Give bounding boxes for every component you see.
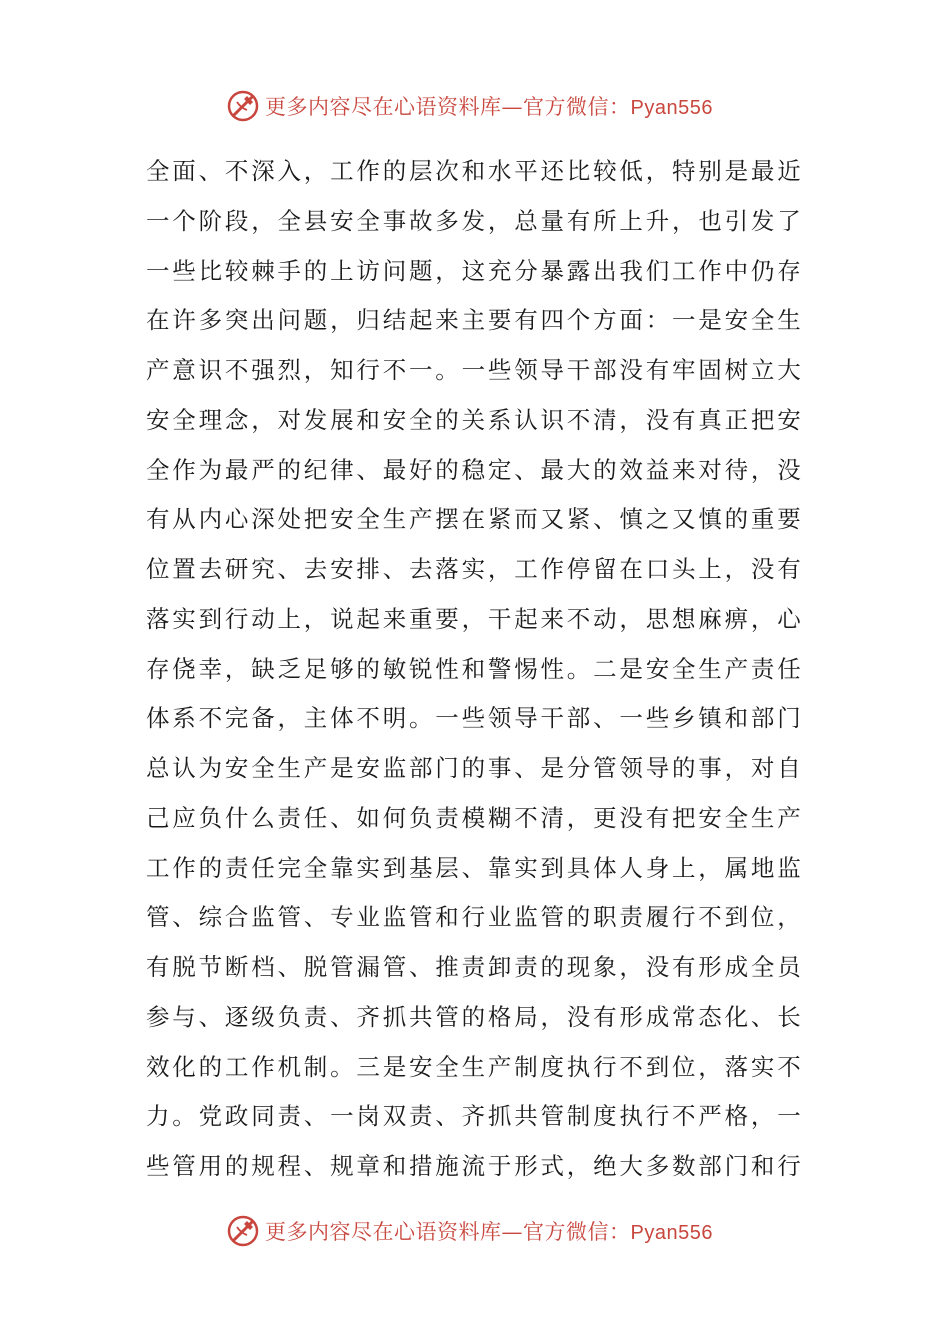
body-line: 全面、不深入，工作的层次和水平还比较低，特别是最近 xyxy=(146,157,804,185)
body-line: 总认为安全生产是安监部门的事、是分管领导的事，对自 xyxy=(146,754,804,782)
body-line: 产意识不强烈，知行不一。一些领导干部没有牢固树立大 xyxy=(146,356,804,384)
body-line: 己应负什么责任、如何负责模糊不清，更没有把安全生产 xyxy=(146,803,804,832)
body-line: 落实到行动上，说起来重要，干起来不动，思想麻痹，心 xyxy=(146,604,804,633)
body-line: 全作为最严的纪律、最好的稳定、最大的效益来对待，没 xyxy=(146,455,804,484)
document-body xyxy=(146,147,806,1192)
watermark-text xyxy=(265,1216,713,1246)
body-line: 些管用的规程、规章和措施流于形式，绝大多数部门和行 xyxy=(146,1152,804,1180)
body-line: 一些比较棘手的上访问题，这充分暴露出我们工作中仍存 xyxy=(146,256,804,285)
body-line: 在许多突出问题，归结起来主要有四个方面：一是安全生 xyxy=(146,306,804,335)
body-line: 安全理念，对发展和安全的关系认识不清，没有真正把安 xyxy=(146,405,804,434)
body-line: 位置去研究、去安排、去落实，工作停留在口头上，没有 xyxy=(146,555,804,583)
pen-logo-icon xyxy=(225,1213,261,1249)
body-line: 力。党政同责、一岗双责、齐抓共管制度执行不严格，一 xyxy=(146,1102,804,1131)
body-line: 参与、逐级负责、齐抓共管的格局，没有形成常态化、长 xyxy=(146,1002,804,1031)
body-line: 有从内心深处把安全生产摆在紧而又紧、慎之又慎的重要 xyxy=(146,505,804,534)
watermark-text xyxy=(265,91,713,121)
header-watermark xyxy=(225,86,713,126)
watermark-label: 更多内容尽在心语资料库—官方微信： xyxy=(265,1220,631,1244)
body-line: 一个阶段，全县安全事故多发，总量有所上升，也引发了 xyxy=(146,206,804,235)
body-line: 管、综合监管、专业监管和行业监管的职责履行不到位， xyxy=(146,903,804,932)
body-line: 工作的责任完全靠实到基层、靠实到具体人身上，属地监 xyxy=(146,853,804,882)
body-line: 存侥幸，缺乏足够的敏锐性和警惕性。二是安全生产责任 xyxy=(146,654,804,683)
watermark-label: 更多内容尽在心语资料库—官方微信： xyxy=(265,95,631,119)
body-line: 有脱节断档、脱管漏管、推责卸责的现象，没有形成全员 xyxy=(146,953,804,981)
footer-watermark xyxy=(225,1211,713,1251)
watermark-handle: Pyan556 xyxy=(630,1222,713,1244)
watermark-handle: Pyan556 xyxy=(630,97,713,119)
body-line: 效化的工作机制。三是安全生产制度执行不到位，落实不 xyxy=(146,1052,804,1081)
body-line: 体系不完备，主体不明。一些领导干部、一些乡镇和部门 xyxy=(146,704,804,733)
pen-logo-icon xyxy=(225,88,261,124)
